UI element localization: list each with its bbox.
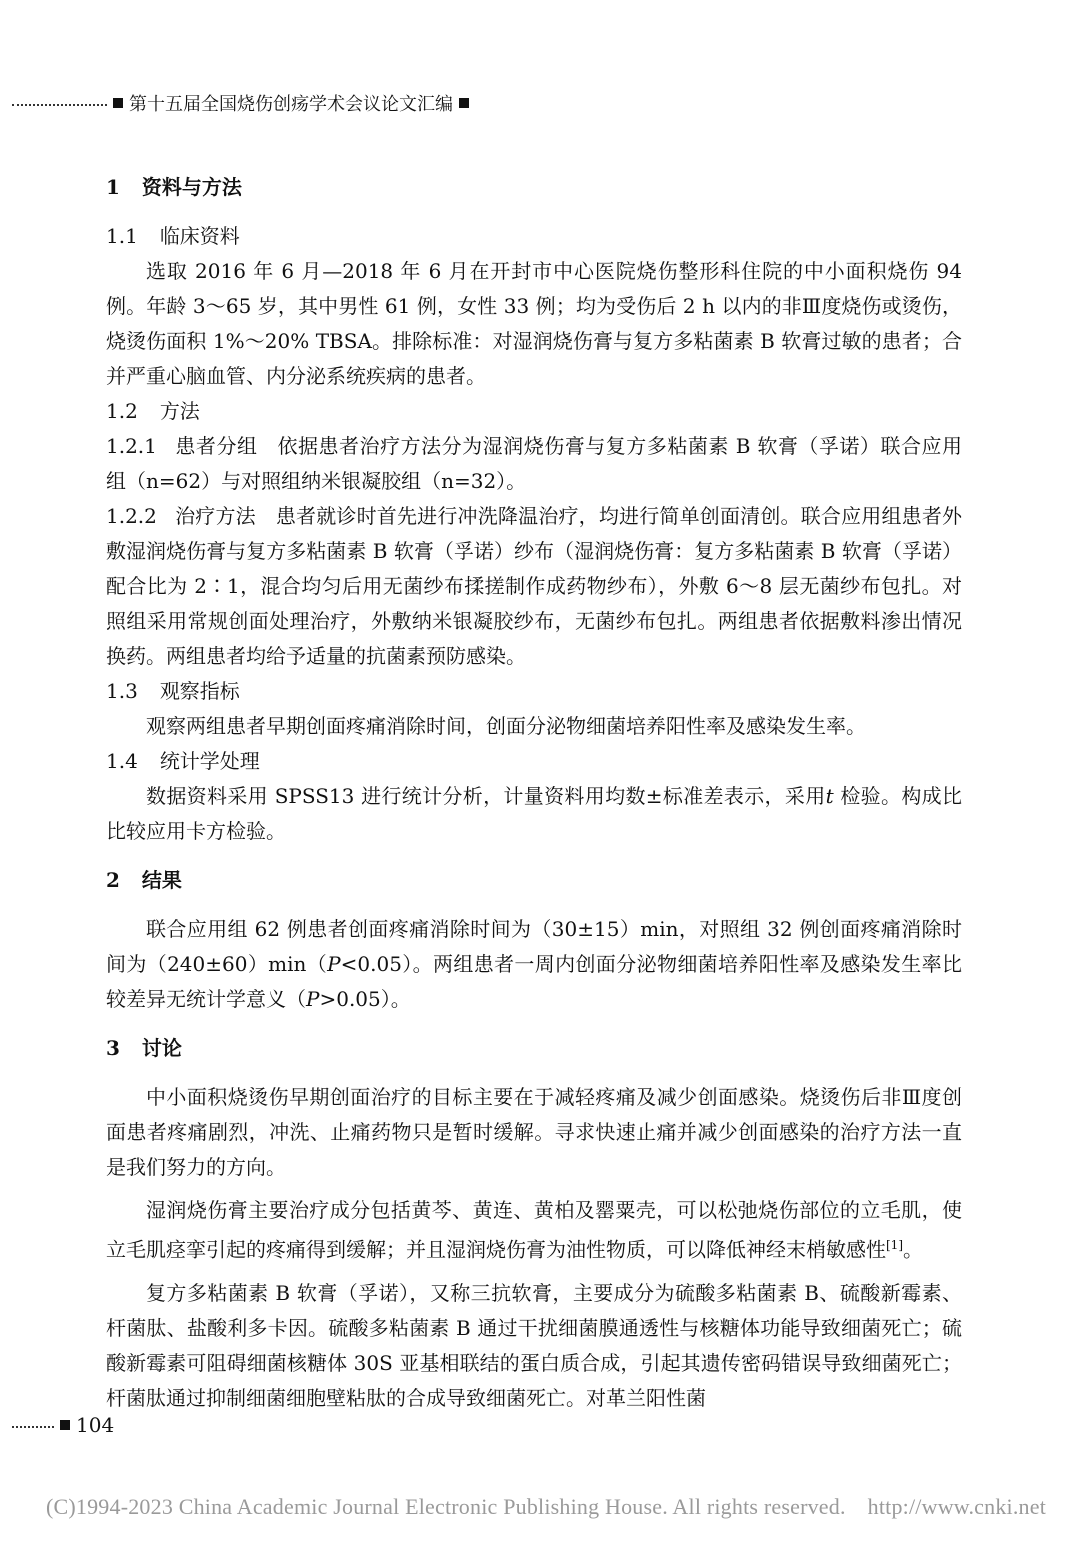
subsection-heading: [106, 674, 962, 709]
italic-symbol: P: [327, 952, 341, 976]
section-heading: [106, 170, 962, 205]
square-bullet-icon: [459, 98, 469, 108]
section-number: 1: [106, 175, 120, 199]
section-title: 资料与方法: [141, 175, 242, 199]
paragraph: [106, 499, 962, 674]
subsection-heading: [106, 394, 962, 429]
paragraph: [106, 1193, 962, 1268]
square-bullet-icon: [60, 1420, 70, 1430]
paragraph-text: 依据患者治疗方法分为湿润烧伤膏与复方多粘菌素 B 软膏（孚诺）联合应用组（n=62）与对照组纳米银凝胶组（n=32）。: [106, 434, 962, 493]
subsection-heading: [106, 219, 962, 254]
subsection-title: 方法: [159, 399, 200, 423]
text-run: 湿润烧伤膏主要治疗成分包括黄芩、黄连、黄柏及罂粟壳，可以松弛烧伤部位的立毛肌，使立毛肌痉挛引起的疼痛得到缓解；并且湿润烧伤膏为油性物质，可以降低神经末梢敏感性: [106, 1198, 962, 1262]
subsubsection-number: 1.2.1: [106, 434, 157, 458]
footer-dot-leader: [12, 1426, 54, 1428]
copyright-notice: (C)1994-2023 China Academic Journal Electronic Publishing House. All rights reserved.: [45, 1494, 846, 1519]
section-number: 3: [106, 1036, 120, 1060]
page-footer: [12, 1413, 114, 1437]
text-run: 。: [903, 1237, 923, 1262]
paragraph: 观察两组患者早期创面疼痛消除时间，创面分泌物细菌培养阳性率及感染发生率。: [146, 714, 866, 738]
paragraph: 中小面积烧烫伤早期创面治疗的目标主要在于减轻疼痛及减少创面感染。烧烫伤后非Ⅲ度创面患者疼痛剧烈，冲洗、止痛药物只是暂时缓解。寻求快速止痛并减少创面感染的治疗方法一直是我们努力的方向。: [106, 1085, 962, 1179]
header-dot-leader: [12, 104, 107, 106]
subsection-number: 1.3: [106, 679, 138, 703]
section-title: 讨论: [141, 1036, 182, 1060]
citation-ref[interactable]: [1]: [886, 1238, 903, 1252]
paragraph: 复方多粘菌素 B 软膏（孚诺），又称三抗软膏，主要成分为硫酸多粘菌素 B、硫酸新霉素、杆菌肽、盐酸利多卡因。硫酸多粘菌素 B 通过干扰细菌膜通透性与核糖体功能导致细菌死亡；硫酸新霉素可阻碍细菌核糖体 30S 亚基相联结的蛋白质合成，引起其遗传密码错误导致细菌死亡；杆菌肽通过抑制细菌细胞壁粘肽的合成导致细菌死亡。对革兰阳性菌: [106, 1280, 962, 1410]
subsection-title: 统计学处理: [159, 749, 260, 773]
italic-symbol: t: [825, 784, 834, 808]
subsection-number: 1.2: [106, 399, 138, 423]
subsubsection-number: 1.2.2: [106, 504, 157, 528]
proceedings-title: 第十五届全国烧伤创疡学术会议论文汇编: [129, 94, 453, 115]
section-number: 2: [106, 868, 120, 892]
page-number: 104: [76, 1413, 115, 1437]
subsection-heading: [106, 744, 962, 779]
subsubsection-title: 治疗方法: [174, 504, 256, 528]
text-run: <0.05）。两组患者一周内创面分泌物细菌培养阳性率及感染发生率比较差异无统计学意义（: [106, 952, 963, 1011]
italic-symbol: P: [306, 987, 320, 1011]
running-header: [12, 88, 469, 118]
subsection-number: 1.4: [106, 749, 138, 773]
text-run: 联合应用组 62 例患者创面疼痛消除时间为（30±15）min，对照组 32 例创面疼痛消除时间为（240±60）min（: [106, 917, 962, 976]
subsection-title: 临床资料: [159, 224, 240, 248]
paragraph: [106, 779, 962, 849]
text-run: >0.05）。: [319, 987, 411, 1011]
subsection-title: 观察指标: [159, 679, 240, 703]
section-heading: [106, 863, 962, 898]
text-run: 数据资料采用 SPSS13 进行统计分析，计量资料用均数±标准差表示，采用: [146, 784, 826, 808]
paragraph: [106, 912, 962, 1017]
paragraph: 选取 2016 年 6 月—2018 年 6 月在开封市中心医院烧伤整形科住院的中小面积烧伤 94 例。年龄 3～65 岁，其中男性 61 例，女性 33 例；均为受伤后 2 h 以内的非Ⅲ度烧伤或烫伤，烧烫伤面积 1%～20% TBSA。排除标准：对湿润烧伤膏与复方多粘菌素 B 软膏过敏的患者；合并严重心脑血管、内分泌系统疾病的患者。: [106, 259, 962, 388]
section-title: 结果: [141, 868, 182, 892]
paragraph-text: 患者就诊时首先进行冲洗降温治疗，均进行简单创面清创。联合应用组患者外敷湿润烧伤膏与复方多粘菌素 B 软膏（孚诺）纱布（湿润烧伤膏：复方多粘菌素 B 软膏（孚诺）配合比为 2∶1，混合均匀后用无菌纱布揉搓制作成药物纱布），外敷 6～8 层无菌纱布包扎。对照组采用常规创面处理治疗，外敷纳米银凝胶纱布，无菌纱布包扎。两组患者依据敷料渗出情况换药。两组患者均给予适量的抗菌素预防感染。: [106, 504, 963, 668]
paragraph: [106, 429, 962, 499]
cnki-url[interactable]: http://www.cnki.net: [867, 1494, 1047, 1519]
text-run: 检验。构成比比较应用卡方检验。: [106, 784, 963, 843]
section-heading: [106, 1031, 962, 1066]
cnki-watermark: [0, 1494, 1092, 1520]
subsection-number: 1.1: [106, 224, 138, 248]
square-bullet-icon: [113, 98, 123, 108]
article-body: [106, 170, 962, 1416]
subsubsection-title: 患者分组: [174, 434, 258, 458]
